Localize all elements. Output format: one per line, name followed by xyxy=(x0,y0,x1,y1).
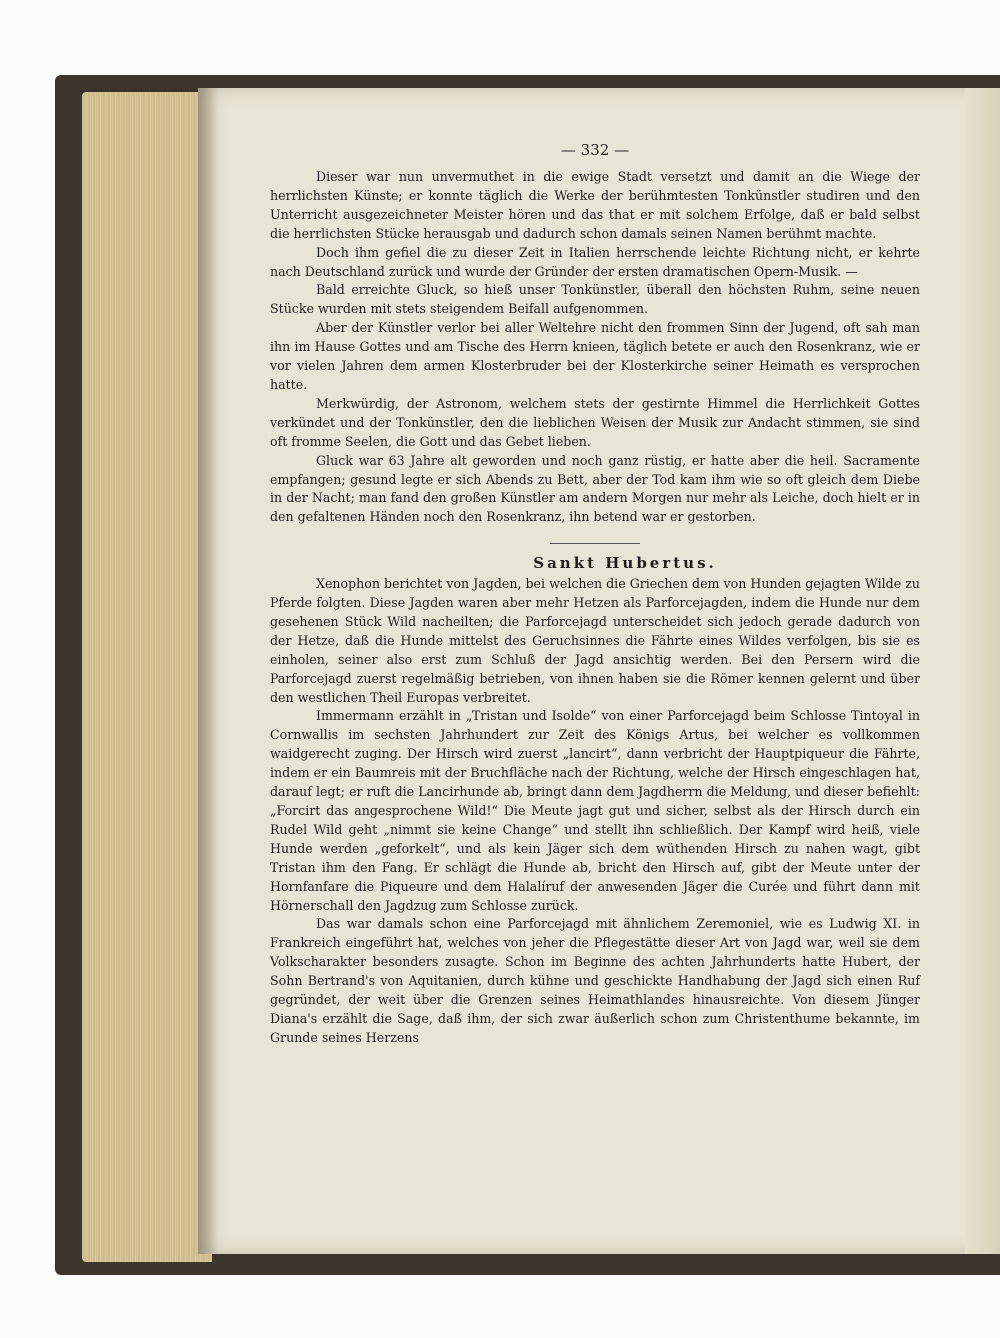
paragraph: Das war damals schon eine Parforcejagd mit ähnlichem Zeremoniel, wie es Ludwig XI. in Frankreich eingeführt hat, welches von jeher die Pflegestätte dieser Art von Jagd war, weil sie dem Volkscharakter besonders zusagte. Schon im Beginne des achten Jahrhunderts hatte Hubert, der Sohn Bertrand's von Aquitanien, durch kühne und geschickte Handhabung der Jagd sich einen Ruf gegründet, der weit über die Grenzen seines Heimathlandes hinausreichte. Von diesem Jünger Diana's erzählt die Sage, daß ihm, der sich zwar äußerlich schon zum Christenthume bekannte, im Grunde seines Herzens xyxy=(270,916,920,1045)
section-gluck xyxy=(270,168,920,527)
page-right-edge xyxy=(965,88,1000,1254)
section-title: Sankt Hubertus. xyxy=(533,554,717,573)
paragraph: Gluck war 63 Jahre alt geworden und noch ganz rüstig, er hatte aber die heil. Sacramente empfangen; gesund legte er sich Abends zu Bett, aber der Tod kam ihm wie so oft gleich dem Diebe in der Nacht; man fand den großen Künstler am andern Morgen nur mehr als Leiche, doch hielt er in den gefaltenen Händen noch den Rosenkranz, ihn betend war er gestorben. xyxy=(270,452,920,525)
paragraph: Dieser war nun unvermuthet in die ewige Stadt versetzt und damit an die Wiege der herrlichsten Künste; er konnte täglich die Werke der berühmtesten Tonkünstler studiren und den Unterricht ausgezeichneter Meister hören und das that er mit solchem Erfolge, daß er bald selbst die herrlichsten Stücke herausgab und dadurch schon damals seinen Namen berühmt machte. xyxy=(270,169,920,241)
paragraph: Bald erreichte Gluck, so hieß unser Tonkünstler, überall den höchsten Ruhm, seine neuen Stücke wurden mit stets steigendem Beifall aufgenommen. xyxy=(270,282,920,317)
page-number: — 332 — xyxy=(560,141,630,159)
paragraph: Doch ihm gefiel die zu dieser Zeit in Italien herrschende leichte Richtung nicht, er kehrte nach Deutschland zurück und wurde der Gründer der ersten dramatischen Opern-Musik. — xyxy=(270,244,920,279)
paragraph: Aber der Künstler verlor bei aller Weltehre nicht den frommen Sinn der Jugend, oft sah man ihn im Hause Gottes und am Tische des Herrn knieen, täglich betete er auch den Rosenkranz, wie er vor vielen Jahren dem armen Klosterbruder bei der Klosterkirche seiner Heimath es versprochen hatte. xyxy=(270,320,920,392)
paragraph: Merkwürdig, der Astronom, welchem stets der gestirnte Himmel die Herrlichkeit Gottes verkündet und der Tonkünstler, den die lieblichen Weisen der Musik zur Andacht stimmen, sie sind oft fromme Seelen, die Gott und das Gebet lieben. xyxy=(270,395,920,449)
gutter-shadow xyxy=(198,88,218,1254)
page-edges xyxy=(82,92,212,1262)
text-column xyxy=(270,168,920,1048)
paragraph: Immermann erzählt in „Tristan und Isolde“ von einer Parforcejagd beim Schlosse Tintoyal in Cornwallis im sechsten Jahrhundert zur Zeit des Königs Artus, bei welcher es vollkommen waidgerecht zuging. Der Hirsch wird zuerst „lancirt“, dann verbricht der Hauptpiqueur die Fährte, indem er ein Baumreis mit der Bruchfläche nach der Richtung, welche der Hirsch eingeschlagen hat, darauf legt; er ruft die Lancirhunde ab, bringt dann dem Jagdherrn die Meldung, und dieser befiehlt: „Forcirt das angesprochene Wild!“ Die Meute jagt gut und sicher, selbst als der Hirsch durch ein Rudel Wild geht „nimmt sie keine Change“ und stellt ihn schließlich. Der Kampf wird heiß, viele Hunde werden „geforkelt“, und als kein Jäger sich dem wüthenden Hirsch zu nahen wagt, gibt Tristan ihm den Fang. Er schlägt die Hunde ab, bricht den Hirsch auf, gibt der Meute unter der Hornfanfare die Piqueure und dem Halalíruf der anwesenden Jäger die Curée und führt dann mit Hörnerschall den Jagdzug zum Schlosse zurück. xyxy=(270,708,920,913)
section-hubertus xyxy=(270,554,920,1048)
paragraph: Xenophon berichtet von Jagden, bei welchen die Griechen dem von Hunden gejagten Wilde zu Pferde folgten. Diese Jagden waren aber mehr Hetzen als Parforcejagden, indem die Hunde nur dem gesehenen Stück Wild nacheilten; die Parforcejagd unterscheidet sich jedoch gerade dadurch von der Hetze, daß die Hunde mittelst des Geruchsinnes die Fährte eines Wildes verfolgen, bis sie es einholen, seiner also erst zum Schluß der Jagd ansichtig werden. Bei den Persern wird die Parforcejagd zuerst regelmäßig betrieben, von ihnen haben sie die Römer kennen gelernt und über den westlichen Theil Europas verbreitet. xyxy=(270,576,920,705)
section-divider xyxy=(550,543,640,544)
